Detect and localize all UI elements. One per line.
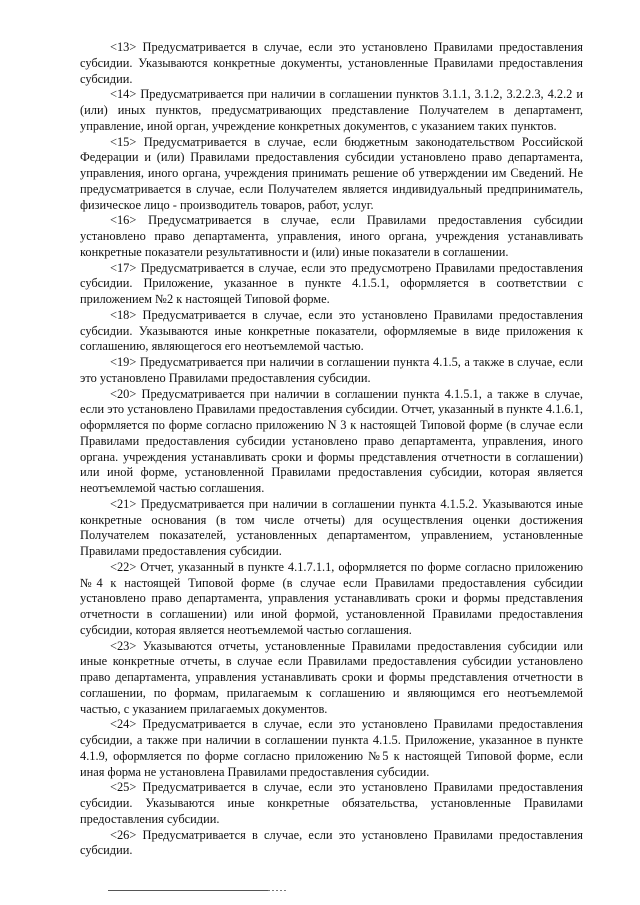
footnote-15: <15> Предусматривается в случае, если бюджетным законодательством Российской Федерации и (или) Правилами предоставления субсидии установлено право департамента, управления, иного органа, учреждения принимать решение об утверждении им Сведений. Не предусматривается в случае, если Получателем является индивидуальный предприниматель, физическое лицо - производитель товаров, работ, услуг.: [80, 134, 583, 212]
footnote-14: <14> Предусматривается при наличии в соглашении пунктов 3.1.1, 3.1.2, 3.2.2.3, 4.2.2 и (или) иных пунктов, предусматривающих представление Получателем в департамент, управление, иной орган, учреждение конкретных документов, с указанием таких пунктов.: [80, 87, 583, 133]
footnote-13: <13> Предусматривается в случае, если это установлено Правилами предоставления субсидии. Указываются конкретные документы, установленные Правилами предоставления субсидии.: [80, 40, 583, 86]
footnote-25: <25> Предусматривается в случае, если это установлено Правилами предоставления субсидии. Указываются иные конкретные обязательства, установленные Правилами предоставления субсидии.: [80, 780, 583, 826]
footnote-23: <23> Указываются отчеты, установленные Правилами предоставления субсидии или иные конкретные отчеты, в случае если Правилами предоставления субсидии установлено право департамента, управления устанавливать сроки и формы представления отчетности в соглашении, по формам, прилагаемым к соглашению и являющимся его неотъемлемой частью, с указанием прилагаемых документов.: [80, 638, 583, 716]
footnote-22: <22> Отчет, указанный в пункте 4.1.7.1.1, оформляется по форме согласно приложению №4 к настоящей Типовой форме (в случае если Правилами предоставления субсидии установлено право департамента, управления устанавливать сроки и формы представления отчетности в соглашении) или иной формой, установленной Правилами предоставления субсидии, которая является неотъемлемой частью соглашения.: [80, 559, 583, 637]
bottom-divider-line: [108, 890, 268, 891]
footnote-16: <16> Предусматривается в случае, если Правилами предоставления субсидии установлено право департамента, управления, иного органа, учреждения устанавливать конкретные показатели результативности и (или) иные показатели в соглашении.: [80, 213, 583, 259]
footnotes-block: [80, 40, 583, 859]
footnote-26: <26> Предусматривается в случае, если это установлено Правилами предоставления субсидии.: [80, 827, 583, 858]
bottom-divider-dash: [268, 890, 286, 891]
footnote-20: <20> Предусматривается при наличии в соглашении пункта 4.1.5.1, а также в случае, если это установлено Правилами предоставления субсидии. Отчет, указанный в пункте 4.1.6.1, оформляется по форме согласно приложению N 3 к настоящей Типовой форме (в случае если Правилами предоставления субсидии установлено право департамента, управления, иного органа. учреждения устанавливать сроки и формы представления отчетности в соглашении) или иной форме, установленной Правилами предоставления субсидии, которая является неотъемлемой частью соглашения.: [80, 386, 583, 495]
footnote-18: <18> Предусматривается в случае, если это установлено Правилами предоставления субсидии. Указываются иные конкретные показатели, оформляемые в виде приложения к соглашению, являющегося его неотъемлемой частью.: [80, 307, 583, 354]
footnote-24: <24> Предусматривается в случае, если это установлено Правилами предоставления субсидии, а также при наличии в соглашении пункта 4.1.5. Приложение, указанное в пункте 4.1.9, оформляется по форме согласно приложению №5 к настоящей Типовой форме, если иная форма не установлена Правилами предоставления субсидии.: [80, 717, 583, 779]
footnote-21: <21> Предусматривается при наличии в соглашении пункта 4.1.5.2. Указываются иные конкретные основания (в том числе отчеты) для осуществления оценки достижения Получателем показателей, установленных департаментом, управлением, установленные Правилами предоставления субсидии.: [80, 496, 583, 558]
footnote-17: <17> Предусматривается в случае, если это предусмотрено Правилами предоставления субсидии. Приложение, указанное в пункте 4.1.5.1, оформляется в соответствии с приложением №2 к настоящей Типовой форме.: [80, 260, 583, 306]
footnote-19: <19> Предусматривается при наличии в соглашении пункта 4.1.5, а также в случае, если это установлено Правилами предоставления субсидии.: [80, 355, 583, 385]
